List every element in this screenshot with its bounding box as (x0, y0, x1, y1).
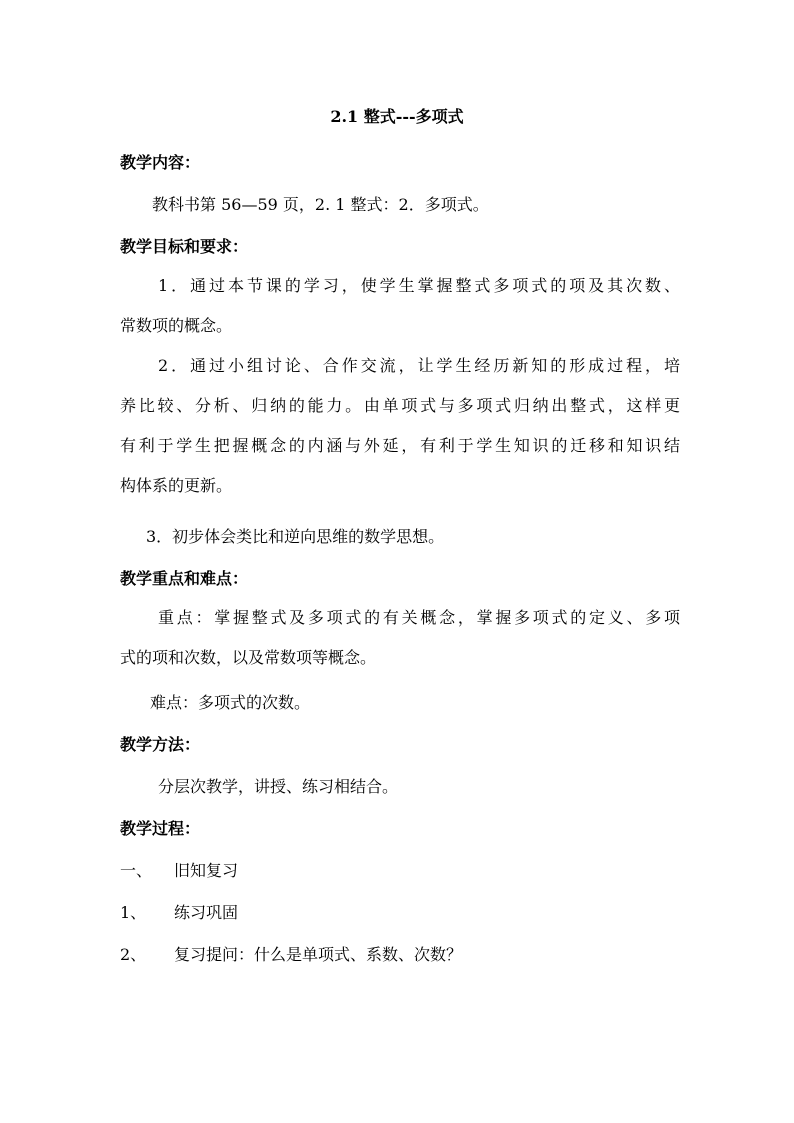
process-step-1-1 (120, 900, 238, 923)
process-step-1-2-number: 2、 (120, 945, 147, 964)
goal-item-2-line-4: 构体系的更新。 (120, 476, 233, 495)
method-text: 分层次教学，讲授、练习相结合。 (158, 777, 399, 796)
process-step-1-2 (120, 942, 462, 965)
key-point-line-2: 式的项和次数，以及常数项等概念。 (120, 648, 377, 667)
process-step-1-text: 旧知复习 (174, 861, 239, 880)
goal-item-2 (120, 346, 680, 506)
section-heading-key-points: 教学重点和难点： (120, 569, 249, 588)
process-step-1-2-text: 复习提问：什么是单项式、系数、次数？ (174, 945, 463, 964)
process-step-1-number: 一、 (120, 861, 153, 880)
goal-item-1-line-1: 1．通过本节课的学习，使学生掌握整式多项式的项及其次数、 (158, 276, 680, 295)
document-title: 2.1 整式---多项式 (330, 107, 464, 126)
key-point-line-1: 重点：掌握整式及多项式的有关概念，掌握多项式的定义、多项 (158, 608, 680, 627)
difficult-point: 难点：多项式的次数。 (150, 693, 311, 712)
goal-item-2-line-3: 有利于学生把握概念的内涵与外延，有利于学生知识的迁移和知识结 (120, 436, 680, 455)
goal-item-1-line-2: 常数项的概念。 (120, 316, 233, 335)
key-point-paragraph (120, 598, 680, 678)
goal-item-2-line-1: 2．通过小组讨论、合作交流，让学生经历新知的形成过程，培 (158, 356, 680, 375)
goal-item-1 (120, 266, 680, 346)
section-heading-method: 教学方法： (120, 735, 201, 754)
goal-item-3: 3．初步体会类比和逆向思维的数学思想。 (146, 527, 445, 546)
section-heading-process: 教学过程： (120, 819, 201, 838)
content-text: 教科书第 56—59 页，2. 1 整式：2．多项式。 (152, 195, 489, 214)
goal-item-2-line-2: 养比较、分析、归纳的能力。由单项式与多项式归纳出整式，这样更 (120, 396, 680, 415)
process-step-1-1-number: 1、 (120, 903, 147, 922)
section-heading-content: 教学内容： (120, 153, 201, 172)
section-heading-goals: 教学目标和要求： (120, 237, 249, 256)
process-step-1-1-text: 练习巩固 (174, 903, 239, 922)
process-step-1 (120, 858, 238, 881)
